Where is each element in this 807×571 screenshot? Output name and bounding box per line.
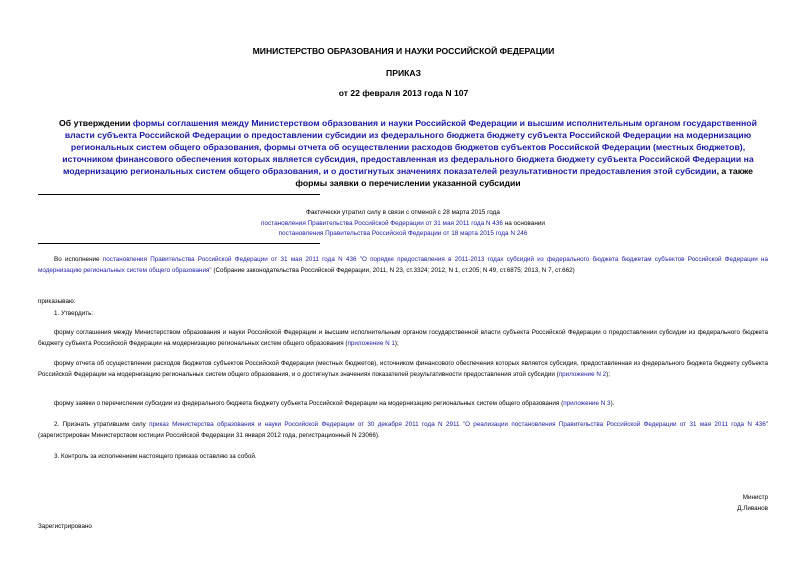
preamble-prefix: Во исполнение [54,256,103,263]
title-link[interactable]: формы соглашения между Министерством образования и науки Российской Федерации и высшим исполнительным органом государственной власти субъекта Российской Федерации о предоставлении субсидии из федерального бюджета бюджету субъекта Российской Федерации на модернизацию региональных систем общего образования, формы отчета об осуществлении расходов бюджетов субъектов Российской Федерации (местных бюджетов), источником финансового обеспечения которых является субсидия, предоставленная из федерального бюджета бюджету субъекта Российской Федерации на модернизацию региональных систем общего образования, и о достигнутых значениях показателей результативности предоставления этой субсидии [62,118,757,176]
form-2-end: ); [606,370,610,378]
appendix-1-link[interactable]: приложение N 1 [347,339,395,347]
appendix-2-link[interactable]: приложение N 2 [558,370,607,378]
status-line1: Фактически утратил силу в связи с отменой с 28 марта 2015 года [306,209,500,216]
divider-bottom [38,243,320,244]
document-type: ПРИКАЗ [386,68,421,78]
preamble-suffix: (Собрание законодательства Российской Федерации, 2011, N 23, ст.3324; 2012, N 1, ст.205; N 49, ст.6875; 2013, N 7, ст.662) [211,266,575,274]
preamble-link[interactable]: постановления Правительства Российской Федерации от 31 мая 2011 года N 436 "О порядке предоставления в 2011-2013 годах субсидий из федерального бюджета бюджетам субъектов Российской Федерации на модернизацию региональных систем общего образования" [38,256,768,274]
status-link-2[interactable]: постановления Правительства Российской Федерации от 18 марта 2015 года N 246 [278,230,528,237]
title-prefix: Об утверждении [59,118,133,128]
signature-position: Министр [742,494,768,501]
document-title [48,117,768,189]
item-3: 3. Контроль за исполнением настоящего приказа оставляю за собой. [54,453,257,460]
item-1: 1. Утвердить: [54,310,94,317]
signature-block [737,493,768,514]
item-2-suffix: (зарегистрирован Министерством юстиции Российской Федерации 31 января 2012 года, регистрационный N 23066). [38,431,380,439]
form-3-end: ). [610,400,615,407]
form-2-text: форму отчета об осуществлении расходов бюджетов субъектов Российской Федерации (местных бюджетов), источником финансового обеспечения которых является субсидия, предоставленная из федерального бюджета бюджету субъекта Российской Федерации на модернизацию региональных систем общего образования, и о достигнутых значениях показателей результативности предоставления этой субсидии ( [38,360,768,378]
title-suffix: , а также формы заявки о перечислении указанной субсидии [295,166,753,188]
appendix-3-link[interactable]: приложение N 3 [563,400,611,407]
divider-top [38,194,320,195]
form-2-paragraph [38,359,768,380]
form-1-paragraph [38,328,768,349]
item-2-paragraph [38,420,768,441]
item-2-prefix: 2. Признать утратившим силу [54,421,150,428]
form-3-paragraph [38,399,768,410]
preamble [38,255,768,276]
status-link-1[interactable]: постановления Правительства Российской Федерации от 31 мая 2011 года N 436 [261,219,503,227]
status-mid: на основании [502,219,545,227]
form-1-end: ); [394,339,399,347]
form-1-text: форму соглашения между Министерством образования и науки Российской Федерации и высшим исполнительным органом государственной власти субъекта Российской Федерации о предоставлении субсидии из федерального бюджета бюджету субъекта Российской Федерации на модернизацию региональных систем общего образования ( [38,329,768,347]
form-3-text: форму заявки о перечислении субсидии из федерального бюджета бюджету субъекта Российской Федерации на модернизацию региональных систем общего образования ( [54,400,564,407]
order-word: приказываю: [38,298,76,305]
status-note [38,208,768,240]
registered-label: Зарегистрировано [38,523,92,530]
signature-name: Д.Ливанов [737,504,768,512]
repealed-order-link[interactable]: приказ Министерства образования и науки Российской Федерации от 30 декабря 2011 года N 2911 "О реализации постановления Правительства Российской Федерации от 31 мая 2011 года N 436" [149,421,768,428]
ministry-name: МИНИСТЕРСТВО ОБРАЗОВАНИЯ И НАУКИ РОССИЙСКОЙ ФЕДЕРАЦИИ [252,46,555,56]
document-date: от 22 февраля 2013 года N 107 [338,88,469,98]
